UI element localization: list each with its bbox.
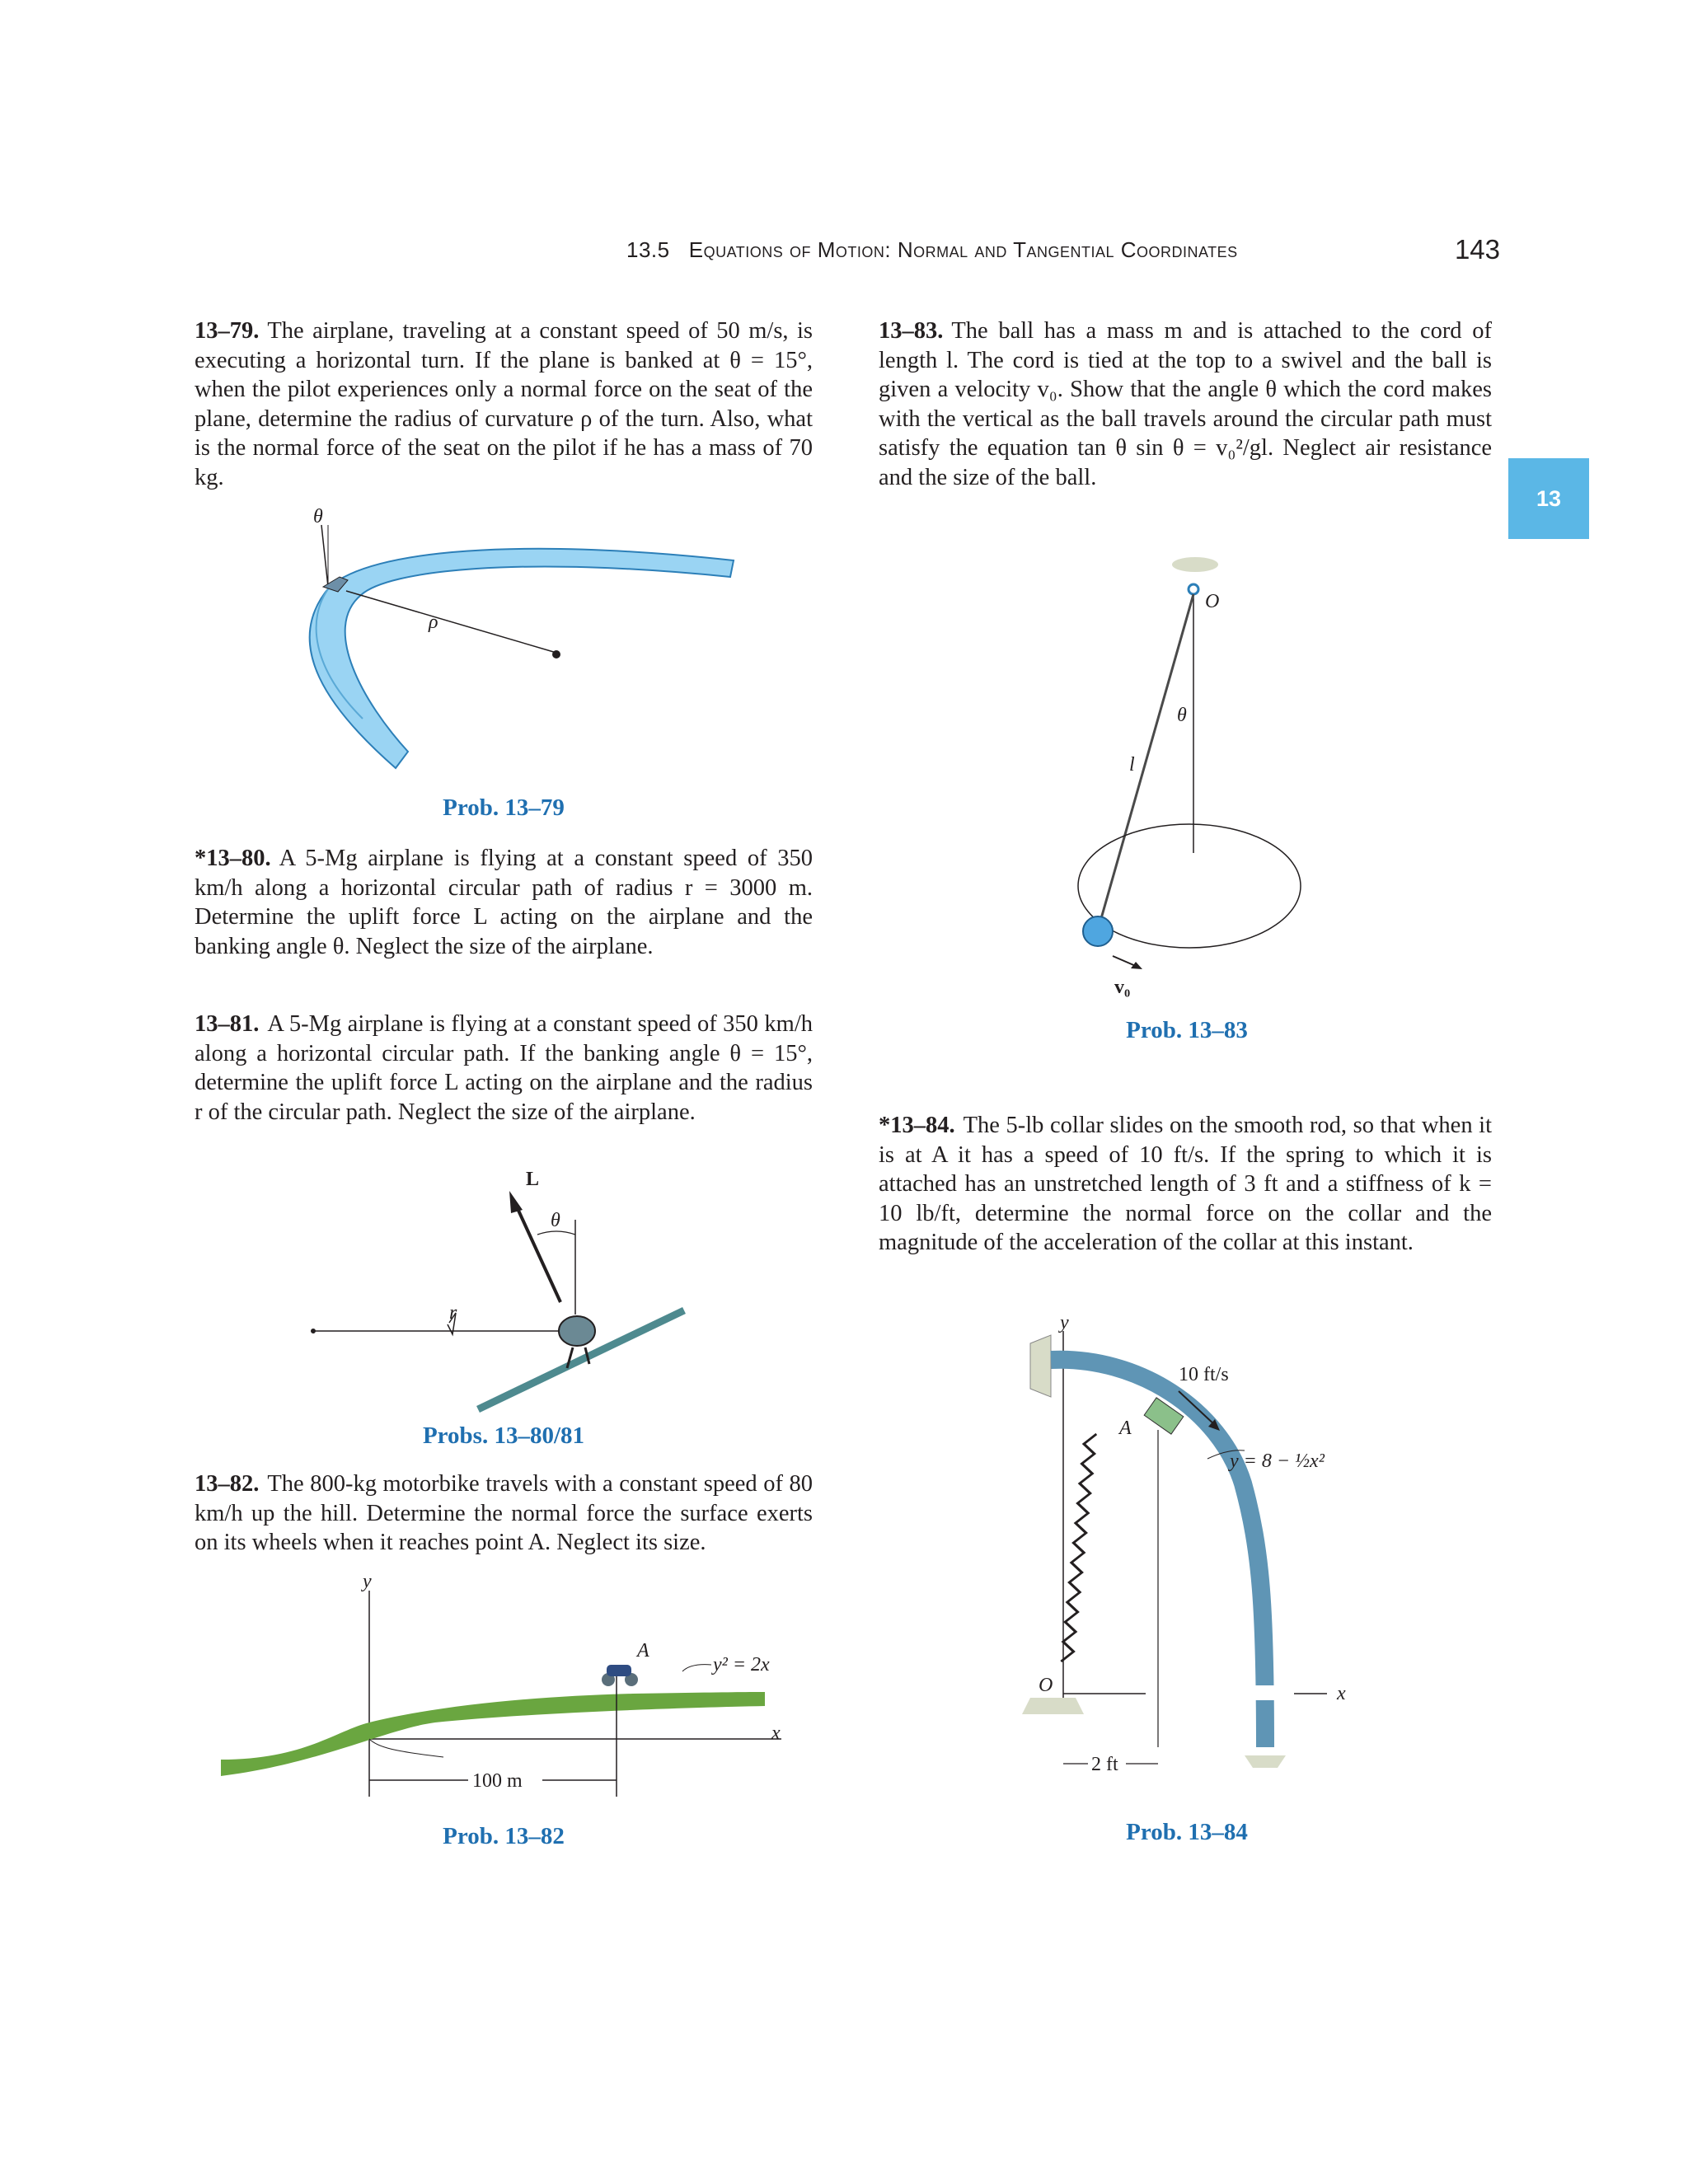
curve-equation: y = 8 − ½x²	[1230, 1451, 1325, 1472]
wall-mount	[1030, 1335, 1051, 1397]
lift-label: L	[526, 1170, 540, 1190]
problem-13-79	[195, 316, 813, 492]
figure-13-84	[1014, 1319, 1376, 1797]
swivel	[1189, 584, 1198, 594]
airplane-turn-diagram	[272, 504, 750, 776]
problem-13-83	[879, 316, 1492, 492]
problem-number: *13–84.	[879, 1113, 955, 1138]
conical-pendulum-diagram	[1063, 556, 1327, 1001]
angle-arc	[537, 1231, 575, 1235]
curve-equation: y² = 2x	[713, 1654, 770, 1675]
fuselage	[559, 1316, 595, 1346]
distance-label: 100 m	[472, 1770, 523, 1792]
section-title: Equations of Motion: Normal and Tangential Coordinates	[688, 237, 1238, 262]
problem-number: *13–80.	[195, 846, 271, 871]
problem-text: The 5-lb collar slides on the smooth rod, so that when it is at A it has a speed of 10 ft/s. If the spring to which it is attached has an unstretched length of 3 ft and a stiffness of k = 10 lb/ft, determine the normal force on the collar and the magnitude of the acceleration of the collar at this instant.	[879, 1113, 1492, 1255]
ribbon-path	[310, 549, 734, 768]
motorbike-hill-diagram	[221, 1574, 798, 1805]
swivel-mount	[1172, 557, 1218, 572]
ball	[1083, 916, 1113, 946]
center-point	[552, 650, 560, 658]
problem-text: The 800-kg motorbike travels with a constant speed of 80 km/h up the hill. Determine the normal force the surface exerts on its wheels when it reaches point A. Neglect its size.	[195, 1471, 813, 1555]
caption-13-82: Prob. 13–82	[443, 1823, 565, 1849]
point-a-label: A	[637, 1640, 649, 1661]
problem-number: 13–83.	[879, 318, 944, 344]
lift-arrowhead	[509, 1191, 523, 1213]
theta-label: θ	[313, 506, 323, 527]
x-axis-gap	[1146, 1685, 1294, 1700]
spring-base	[1022, 1698, 1084, 1714]
y-label: y	[1060, 1319, 1069, 1333]
length-label: l	[1129, 754, 1135, 776]
x-label: x	[771, 1722, 781, 1744]
problem-text: The airplane, traveling at a constant speed of 50 m/s, is executing a horizontal turn. If the plane is banked at θ = 15°, when the pilot experiences only a normal force on the seat of the plane, determine the radius of curvature ρ of the turn. Also, what is the normal force of the seat on the pilot if he has a mass of 70 kg.	[195, 318, 813, 490]
theta-label: θ	[1177, 705, 1187, 726]
problem-13-81	[195, 1010, 813, 1127]
curve-leader	[369, 1739, 443, 1757]
speed-label: 10 ft/s	[1179, 1364, 1229, 1385]
problem-number: 13–81.	[195, 1011, 260, 1037]
problem-text: A 5-Mg airplane is flying at a constant speed of 350 km/h along a horizontal circular path. If the banking angle θ = 15°, determine the uplift force L acting on the airplane and the radius r of the circular path. Neglect the size of the airplane.	[195, 1011, 813, 1125]
chapter-tab: 13	[1508, 458, 1589, 539]
figure-13-82	[221, 1574, 798, 1805]
figure-13-83	[1063, 556, 1327, 1001]
caption-13-83: Prob. 13–83	[1126, 1017, 1248, 1043]
center-point	[311, 1329, 316, 1333]
x-label: x	[1337, 1683, 1346, 1704]
y-label: y	[363, 1574, 372, 1592]
problem-13-82	[195, 1469, 813, 1558]
collar-rod-diagram	[1014, 1319, 1376, 1797]
section-number: 13.5	[626, 237, 670, 262]
cord	[1099, 594, 1193, 927]
motorbike-icon	[607, 1665, 631, 1676]
r-label: r	[449, 1302, 457, 1324]
caption-13-80-81: Probs. 13–80/81	[422, 1422, 585, 1449]
rod-base	[1245, 1755, 1286, 1768]
banked-airplane-diagram	[305, 1170, 701, 1418]
problem-text: The ball has a mass m and is attached to the cord of length l. The cord is tied at the top to a swivel and the ball is given a velocity v₀. Show that the angle θ which the cord makes with the vertical as the ball travels around the circular path must satisfy the equation tan θ sin θ = v₀²/gl. Neglect air resistance and the size of the ball.	[879, 318, 1492, 490]
running-header	[626, 237, 1352, 263]
caption-13-79: Prob. 13–79	[443, 794, 565, 821]
problem-13-80	[195, 844, 813, 961]
theta-label: θ	[551, 1210, 560, 1231]
problem-number: 13–82.	[195, 1471, 260, 1497]
figure-13-79	[272, 504, 750, 776]
problem-13-84	[879, 1111, 1492, 1258]
problem-number: 13–79.	[195, 318, 260, 344]
o-label: O	[1039, 1675, 1053, 1696]
rho-label: ρ	[429, 612, 438, 633]
point-a-label: A	[1119, 1418, 1132, 1439]
hill	[221, 1692, 765, 1776]
normal-line	[321, 525, 328, 587]
figure-13-80-81	[305, 1170, 701, 1418]
distance-label: 2 ft	[1091, 1754, 1118, 1775]
page-number: 143	[1454, 234, 1500, 265]
spring	[1061, 1434, 1096, 1661]
radius-line	[346, 591, 556, 653]
o-label: O	[1205, 591, 1220, 612]
caption-13-84: Prob. 13–84	[1126, 1819, 1248, 1845]
curve-leader	[682, 1665, 711, 1671]
problem-text: A 5-Mg airplane is flying at a constant speed of 350 km/h along a horizontal circular path of radius r = 3000 m. Determine the uplift force L acting on the airplane and the banking angle θ. Neglect the size of the airplane.	[195, 846, 813, 959]
v0-label: v₀	[1114, 977, 1131, 998]
